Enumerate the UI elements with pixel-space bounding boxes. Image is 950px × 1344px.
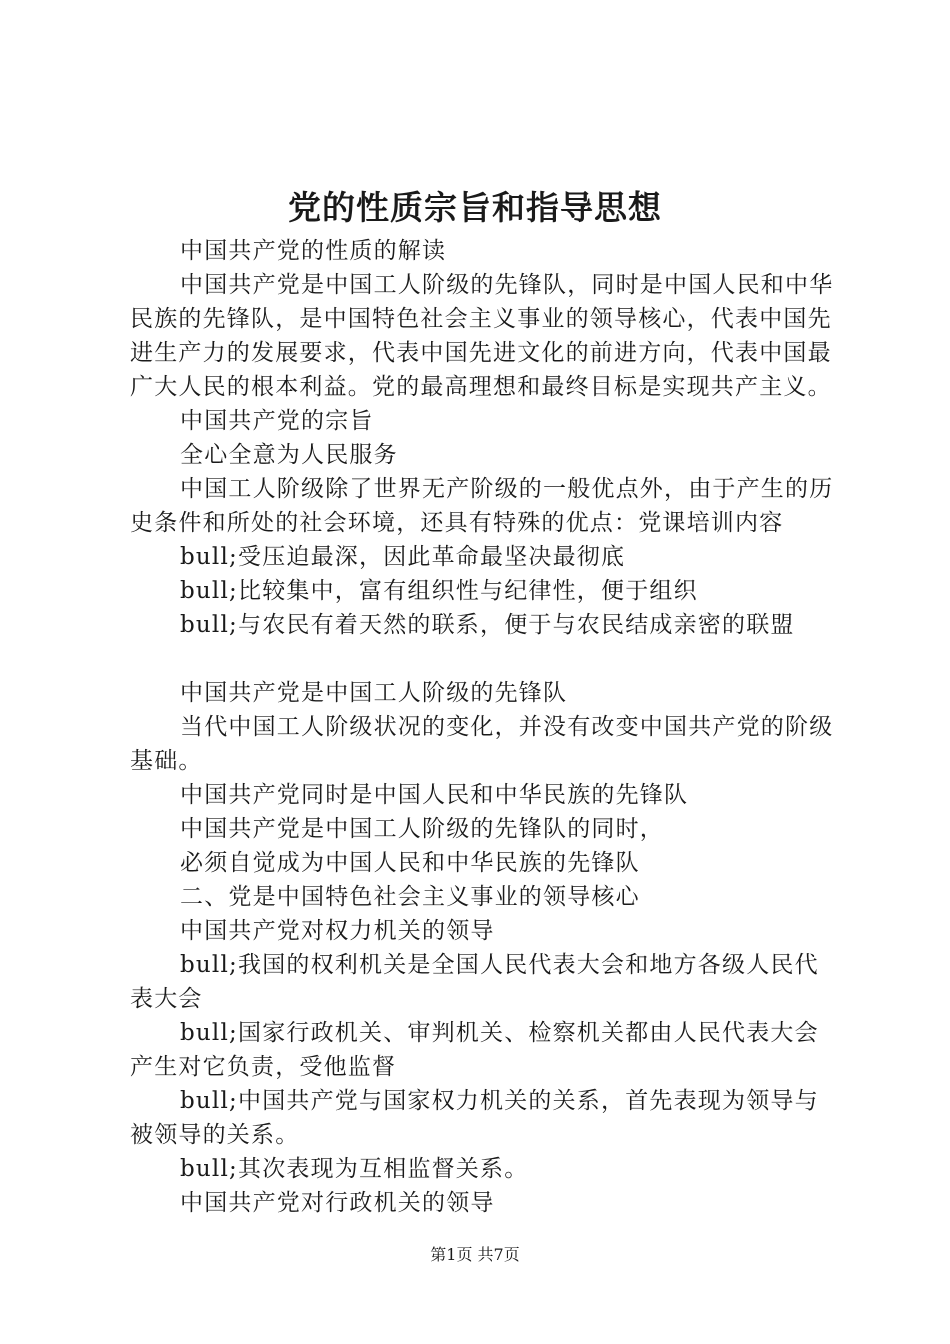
- bullet-paragraph: bull;中国共产党与国家权力机关的关系，首先表现为领导与被领导的关系。: [130, 1088, 819, 1148]
- paragraph: 当代中国工人阶级状况的变化，并没有改变中国共产党的阶级基础。: [130, 714, 834, 774]
- document-body: [130, 234, 835, 1220]
- paragraph: 必须自觉成为中国人民和中华民族的先锋队: [180, 850, 640, 876]
- bullet-paragraph: bull;受压迫最深，因此革命最坚决最彻底: [180, 544, 626, 570]
- section-heading: 二、党是中国特色社会主义事业的领导核心: [180, 884, 640, 910]
- paragraph: 中国共产党的性质的解读: [180, 238, 447, 264]
- bullet-paragraph: bull;比较集中，富有组织性与纪律性，便于组织: [180, 578, 698, 604]
- page-number: 第1页 共7页: [430, 1245, 520, 1264]
- bullet-paragraph: bull;国家行政机关、审判机关、检察机关都由人民代表大会产生对它负责，受他监督: [130, 1020, 819, 1080]
- paragraph: 中国工人阶级除了世界无产阶级的一般优点外，由于产生的历史条件和所处的社会环境，还具有特殊的优点：党课培训内容: [130, 476, 834, 536]
- blank-line: [130, 642, 835, 676]
- paragraph: 中国共产党对行政机关的领导: [180, 1190, 495, 1216]
- paragraph: 全心全意为人民服务: [180, 442, 398, 468]
- paragraph: 中国共产党是中国工人阶级的先锋队: [180, 680, 568, 706]
- document-title: 党的性质宗旨和指导思想: [288, 188, 662, 227]
- bullet-paragraph: bull;其次表现为互相监督关系。: [180, 1156, 529, 1182]
- paragraph: 中国共产党对权力机关的领导: [180, 918, 495, 944]
- bullet-paragraph: bull;与农民有着天然的联系，便于与农民结成亲密的联盟: [180, 612, 795, 638]
- paragraph: 中国共产党的宗旨: [180, 408, 374, 434]
- paragraph: 中国共产党是中国工人阶级的先锋队的同时，: [180, 816, 664, 842]
- bullet-paragraph: bull;我国的权利机关是全国人民代表大会和地方各级人民代表大会: [130, 952, 819, 1012]
- paragraph: 中国共产党同时是中国人民和中华民族的先锋队: [180, 782, 689, 808]
- paragraph: 中国共产党是中国工人阶级的先锋队，同时是中国人民和中华民族的先锋队，是中国特色社会主义事业的领导核心，代表中国先进生产力的发展要求，代表中国先进文化的前进方向，代表中国最广大人民的根本利益。党的最高理想和最终目标是实现共产主义。: [130, 272, 834, 400]
